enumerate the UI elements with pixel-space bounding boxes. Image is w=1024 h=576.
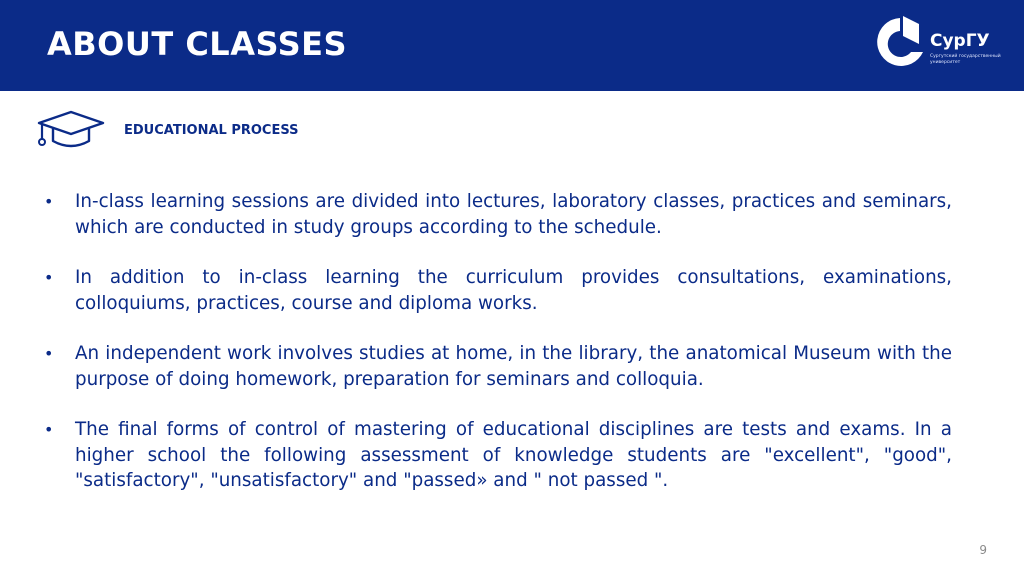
- list-item: [44, 189, 952, 240]
- bullet-text: In addition to in-class learning the curriculum provides consultations, examinations, colloquiums, practices, course and diploma works.: [75, 267, 952, 314]
- section-label: EDUCATIONAL PROCESS: [124, 123, 299, 138]
- bullet-list: [44, 189, 952, 519]
- bullet-dot-icon: •: [44, 192, 54, 211]
- graduation-cap-icon: [37, 110, 105, 152]
- logo-name: СурГУ: [930, 31, 990, 51]
- logo-subtitle: Сургутский государственный университет: [930, 54, 1001, 65]
- bullet-dot-icon: •: [44, 344, 54, 363]
- bullet-dot-icon: •: [44, 420, 54, 439]
- bullet-text: The final forms of control of mastering of educational disciplines are tests and exams. In a higher school the following assessment of knowledge students are "excellent", "good", "satisfactory", "unsatisfactory" and "passed» and " not passed ".: [75, 419, 952, 491]
- page-number: 9: [979, 543, 987, 557]
- list-item: [44, 417, 952, 494]
- university-logo: [873, 14, 1003, 76]
- list-item: [44, 265, 952, 316]
- page-title: ABOUT CLASSES: [47, 25, 348, 63]
- surgu-logo-icon: [873, 14, 927, 74]
- bullet-text: An independent work involves studies at home, in the library, the anatomical Museum with the purpose of doing homework, preparation for seminars and colloquia.: [75, 343, 952, 390]
- list-item: [44, 341, 952, 392]
- bullet-text: In-class learning sessions are divided into lectures, laboratory classes, practices and seminars, which are conducted in study groups according to the schedule.: [75, 191, 952, 238]
- bullet-dot-icon: •: [44, 268, 54, 287]
- header-bar: [0, 0, 1024, 91]
